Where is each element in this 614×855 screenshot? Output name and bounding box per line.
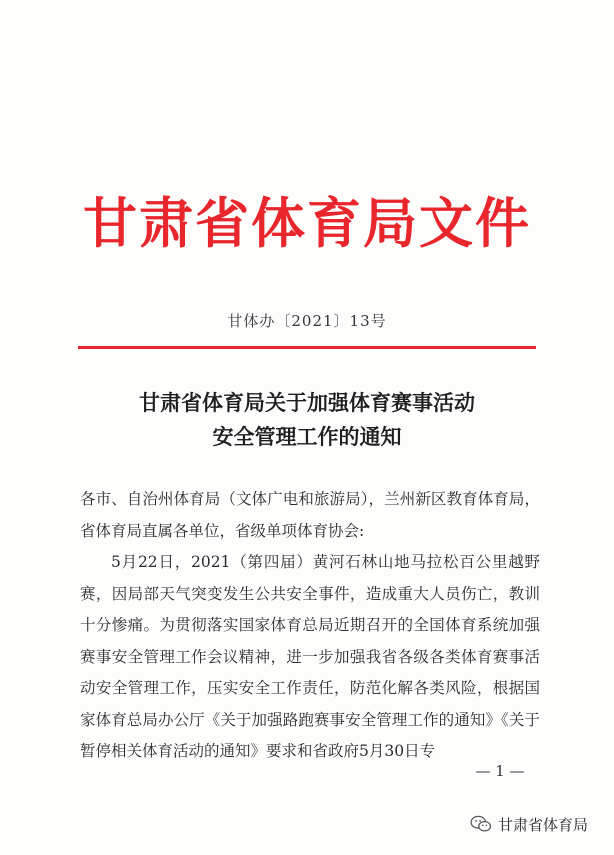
watermark-label: 甘肃省体育局	[498, 815, 589, 834]
red-divider	[78, 346, 536, 349]
title-line: 甘肃省体育局关于加强体育赛事活动	[139, 390, 475, 415]
page-number: — 1 —	[475, 762, 525, 780]
body-paragraph: 5月22日，2021（第四届）黄河石林山地马拉松百公里越野赛，因局部天气突变发生公共安全事件，造成重大人员伤亡，教训十分惨痛。为贯彻落实国家体育总局近期召开的全国体育系统加强赛事安全管理工作会议精神，进一步加强我省各级各类体育赛事活动安全管理工作，压实安全工作责任，防范化解各类风险，根据国家体育总局办公厅《关于加强路跑赛事安全管理工作的通知》《关于暂停相关体育活动的通知》要求和省政府5月30日专	[80, 553, 540, 760]
account-watermark	[470, 812, 588, 836]
document-number: 甘体办〔2021〕13号	[227, 312, 387, 330]
body-text	[80, 484, 540, 768]
wechat-icon	[470, 815, 492, 833]
title-line: 安全管理工作的通知	[212, 424, 402, 449]
notice-title	[0, 386, 614, 454]
salutation-paragraph: 各市、自治州体育局（文体广电和旅游局），兰州新区教育体育局，省体育局直属各单位，省级单项体育协会:	[80, 490, 540, 540]
masthead-title: 甘肃省体育局文件	[83, 192, 531, 255]
